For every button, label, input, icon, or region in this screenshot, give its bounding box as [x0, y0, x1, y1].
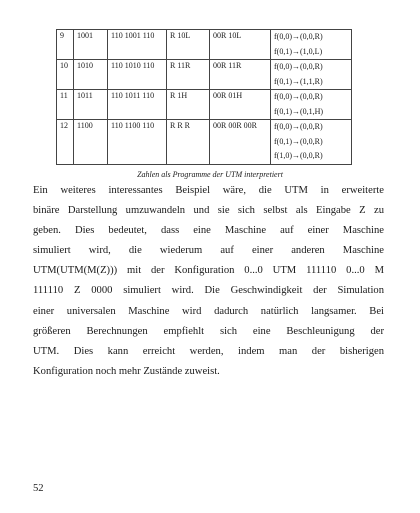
transition-function: f(0,1)→(1,0,L)	[274, 46, 323, 56]
transition-function: f(0,0)→(0,0,R)	[274, 92, 323, 101]
text-line: Ein weiteres interessantes Beispiel wäre, die UTM in erweiterte	[33, 185, 384, 196]
rule-short: R R R	[167, 120, 210, 165]
binary-code: 1001	[74, 30, 108, 60]
transition-function: f(0,0)→(0,0,R)	[274, 62, 323, 71]
rule-written: 00R 01H	[210, 90, 271, 120]
binary-code: 1011	[74, 90, 108, 120]
body-paragraph	[33, 181, 384, 382]
table-row	[57, 90, 352, 120]
table-row	[57, 30, 352, 60]
text-line: UTM(UTM(M(Z))) mit der Konfiguration 0...0 UTM 111110 0...0 M	[33, 265, 384, 277]
text-line: Konfiguration noch mehr Zustände zuweist.	[33, 365, 220, 377]
text-line: größeren Berechnungen empfiehlt sich eine Beschleunigung der	[33, 325, 384, 337]
rule-short: R 1H	[167, 90, 210, 120]
encoded-program: 110 1011 110	[108, 90, 167, 120]
text-line: 111110 Z 0000 simuliert wird. Die Geschwindigkeit der Simulation	[33, 285, 384, 297]
transition-function: f(1,0)→(0,0,R)	[274, 151, 323, 160]
transition-functions	[271, 90, 352, 120]
rule-written: 00R 11R	[210, 60, 271, 90]
binary-code: 1100	[74, 120, 108, 165]
table-row	[57, 120, 352, 165]
rule-written: 00R 00R 00R	[210, 120, 271, 165]
transition-functions	[271, 60, 352, 90]
row-number: 12	[57, 120, 74, 165]
program-table	[56, 29, 352, 165]
encoded-program: 110 1010 110	[108, 60, 167, 90]
rule-short: R 10L	[167, 30, 210, 60]
text-line: simuliert wird, die wiederum auf einer anderen Maschine	[33, 245, 384, 257]
transition-function: f(0,0)→(0,0,R)	[274, 32, 323, 41]
text-line: geben. Dies bedeutet, dass eine Maschine auf einer Maschine	[33, 225, 384, 237]
transition-function: f(0,1)→(1,1,R)	[274, 76, 323, 86]
transition-functions	[271, 120, 352, 165]
transition-functions	[271, 30, 352, 60]
page-number: 52	[33, 483, 44, 494]
row-number: 11	[57, 90, 74, 120]
rule-short: R 11R	[167, 60, 210, 90]
text-line: UTM. Dies kann erreicht werden, indem man der bisherigen	[33, 345, 384, 357]
row-number: 10	[57, 60, 74, 90]
table-caption: Zahlen als Programme der UTM interpretiert	[137, 170, 283, 179]
table-row	[57, 60, 352, 90]
rule-written: 00R 10L	[210, 30, 271, 60]
transition-function: f(0,1)→(0,0,R)	[274, 136, 323, 146]
transition-function: f(0,0)→(0,0,R)	[274, 122, 323, 131]
binary-code: 1010	[74, 60, 108, 90]
encoded-program: 110 1001 110	[108, 30, 167, 60]
transition-function: f(0,1)→(0,1,H)	[274, 106, 324, 116]
row-number: 9	[57, 30, 74, 60]
text-line: binäre Darstellung umzuwandeln und sie sich selbst als Eingabe Z zu	[33, 205, 384, 217]
encoded-program: 110 1100 110	[108, 120, 167, 165]
text-line: einer universalen Maschine wird dadurch natürlich langsamer. Bei	[33, 305, 384, 317]
